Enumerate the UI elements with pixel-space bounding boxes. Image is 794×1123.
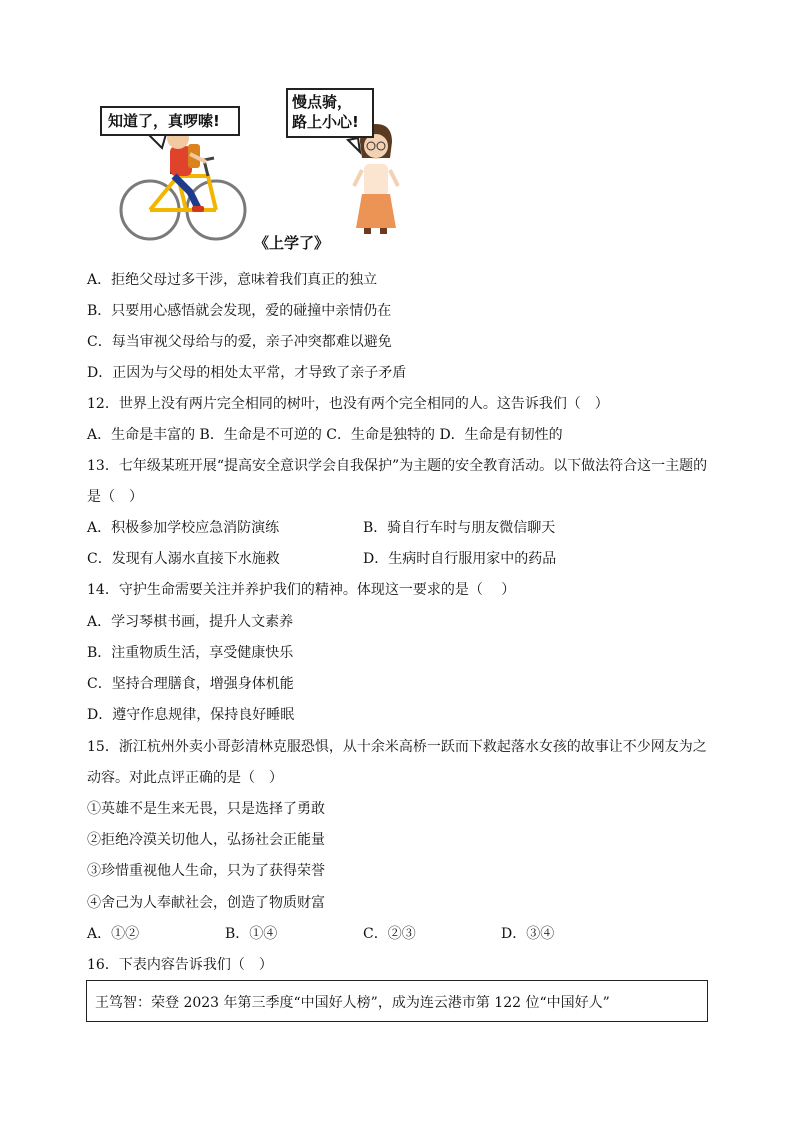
q13-option-d: D．生病时自行服用家中的药品 xyxy=(363,551,557,567)
speech-bubble-child xyxy=(100,106,240,136)
q13-option-a: A．积极参加学校应急消防演练 xyxy=(87,520,280,536)
q14-option-a: A．学习琴棋书画，提升人文素养 xyxy=(87,614,294,630)
q15-stem-line2: 动容。对此点评正确的是（ ） xyxy=(87,770,283,786)
q13-stem-line1: 13．七年级某班开展“提高安全意识学会自我保护”为主题的安全教育活动。以下做法符合这一主题的 xyxy=(87,458,708,474)
speech-bubble-mother xyxy=(286,88,374,138)
q16-table xyxy=(86,980,708,1022)
q15-option-b: B．①④ xyxy=(225,926,278,942)
q16-stem: 16．下表内容告诉我们（ ） xyxy=(87,957,273,973)
speech-bubble-mother-line2: 路上小心! xyxy=(292,113,359,131)
q14-option-c: C．坚持合理膳食，增强身体机能 xyxy=(87,676,294,692)
figure-caption: 《上学了》 xyxy=(254,234,330,252)
q14-option-b: B．注重物质生活，享受健康快乐 xyxy=(87,645,294,661)
speech-bubble-mother-line1: 慢点骑， xyxy=(292,93,353,111)
q14-option-d: D．遵守作息规律，保持良好睡眠 xyxy=(87,707,295,723)
q11-option-d: D．正因为与父母的相处太平常，才导致了亲子矛盾 xyxy=(87,365,407,381)
q11-option-b: B．只要用心感悟就会发现，爱的碰撞中亲情仍在 xyxy=(87,303,392,319)
q15-statement-3: ③珍惜重视他人生命，只为了获得荣誉 xyxy=(87,863,325,879)
speech-bubble-child-text: 知道了，真啰嗦! xyxy=(108,112,220,130)
q15-option-c: C．②③ xyxy=(363,926,416,942)
q15-stem-line1: 15．浙江杭州外卖小哥彭清林克服恐惧，从十余米高桥一跃而下救起落水女孩的故事让不少网友为之 xyxy=(87,739,707,755)
q13-option-c: C．发现有人溺水直接下水施救 xyxy=(87,551,280,567)
q15-statement-2: ②拒绝冷漠关切他人，弘扬社会正能量 xyxy=(87,832,325,848)
q15-option-a: A．①② xyxy=(87,926,140,942)
q11-option-c: C．每当审视父母给与的爱，亲子冲突都难以避免 xyxy=(87,334,392,350)
q13-option-b: B．骑自行车时与朋友微信聊天 xyxy=(363,520,556,536)
q13-stem-line2: 是（ ） xyxy=(87,489,143,505)
q12-options: A．生命是丰富的 B．生命是不可逆的 C．生命是独特的 D．生命是有韧性的 xyxy=(87,427,563,443)
q14-stem: 14．守护生命需要关注并养护我们的精神。体现这一要求的是（ ） xyxy=(87,582,516,598)
q12-stem: 12．世界上没有两片完全相同的树叶，也没有两个完全相同的人。这告诉我们（ ） xyxy=(87,396,609,412)
q16-table-cell: 王笃智：荣登 2023 年第三季度“中国好人榜”，成为连云港市第 122 位“中国好人” xyxy=(95,995,610,1011)
q11-option-a: A．拒绝父母过多干涉，意味着我们真正的独立 xyxy=(87,272,378,288)
q15-statement-1: ①英雄不是生来无畏，只是选择了勇敢 xyxy=(87,801,325,817)
q15-statement-4: ④舍己为人奉献社会，创造了物质财富 xyxy=(87,895,325,911)
q15-option-d: D．③④ xyxy=(501,926,555,942)
